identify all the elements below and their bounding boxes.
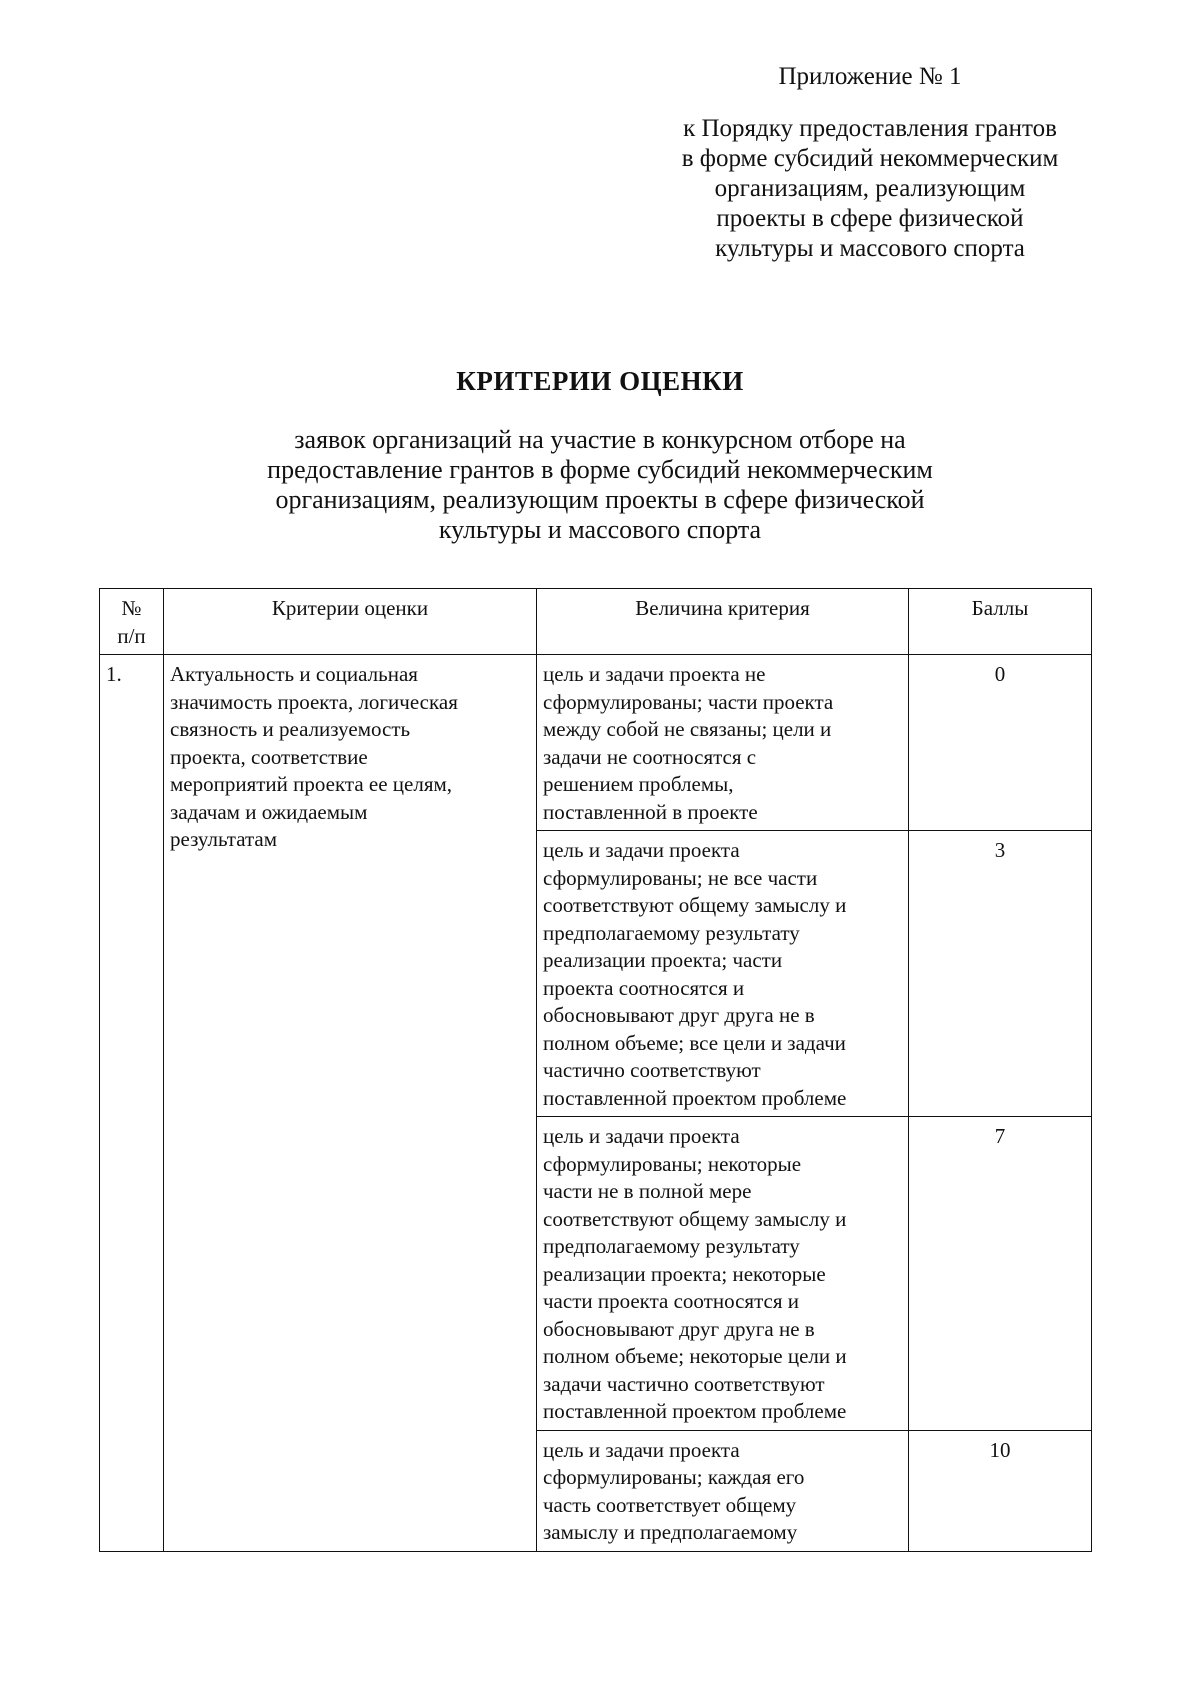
subtitle-line: организациям, реализующим проекты в сфере физической <box>275 485 925 514</box>
criterion-line: мероприятий проекта ее целям, <box>170 772 453 796</box>
value-cell <box>537 1430 909 1551</box>
value-line: проекта соотносятся и <box>543 975 745 1000</box>
value-line: замыслу и предполагаемому <box>543 1520 798 1544</box>
subtitle-line: предоставление грантов в форме субсидий некоммерческим <box>267 455 933 484</box>
header-score: Баллы <box>909 589 1092 655</box>
value-line: задачи не соотносятся с <box>543 744 757 769</box>
value-line: части проекта соотносятся и <box>543 1289 799 1313</box>
value-cell <box>537 655 909 831</box>
subtitle-line: культуры и массового спорта <box>438 515 762 544</box>
value-cell <box>537 831 909 1117</box>
value-line: предполагаемому результату <box>543 920 800 945</box>
header-num-line2: п/п <box>117 623 146 648</box>
header-value: Величина критерия <box>537 589 909 655</box>
score-cell: 3 <box>909 831 1092 1117</box>
value-line: задачи частично соответствуют <box>543 1371 825 1396</box>
value-line: цель и задачи проекта <box>543 1124 740 1148</box>
value-line: соответствуют общему замыслу и <box>543 893 847 917</box>
appendix-block <box>640 62 1100 264</box>
value-line: цель и задачи проекта <box>543 838 740 862</box>
value-line: между собой не связаны; цели и <box>543 717 832 741</box>
appendix-line: к Порядку предоставления грантов <box>683 115 1057 142</box>
value-line: соответствуют общему замыслу и <box>543 1206 847 1231</box>
score-cell: 0 <box>909 655 1092 831</box>
value-line: поставленной проектом проблеме <box>543 1085 847 1110</box>
criterion-line: проекта, соответствие <box>170 744 368 769</box>
value-line: обосновывают друг друга не в <box>543 1003 815 1027</box>
criterion-cell <box>164 655 537 1552</box>
score-cell: 10 <box>909 1430 1092 1551</box>
appendix-line: организациям, реализующим <box>714 175 1026 202</box>
document-title: КРИТЕРИИ ОЦЕНКИ <box>456 366 744 396</box>
table-row <box>100 655 1092 831</box>
value-line: части не в полной мере <box>543 1179 752 1203</box>
criterion-line: связность и реализуемость <box>170 717 411 741</box>
appendix-line: проекты в сфере физической <box>716 205 1024 232</box>
value-line: поставленной проектом проблеме <box>543 1399 847 1423</box>
header-criterion: Критерии оценки <box>164 589 537 655</box>
value-cell <box>537 1117 909 1431</box>
value-line: предполагаемому результату <box>543 1234 800 1258</box>
value-line: цель и задачи проекта <box>543 1437 740 1462</box>
criterion-line: значимость проекта, логическая <box>170 689 458 714</box>
table-header-row <box>100 589 1092 655</box>
value-line: частично соответствуют <box>543 1058 761 1082</box>
criteria-table <box>99 588 1092 1552</box>
value-line: сформулированы; некоторые <box>543 1151 802 1176</box>
header-num <box>100 589 164 655</box>
value-line: сформулированы; части проекта <box>543 689 834 714</box>
value-line: полном объеме; некоторые цели и <box>543 1344 847 1368</box>
header-num-line1: № <box>121 596 142 620</box>
value-line: цель и задачи проекта не <box>543 662 766 686</box>
score-cell: 7 <box>909 1117 1092 1431</box>
criterion-line: задачам и ожидаемым <box>170 799 368 824</box>
appendix-line: в форме субсидий некоммерческим <box>681 145 1059 172</box>
value-line: обосновывают друг друга не в <box>543 1316 815 1341</box>
appendix-title: Приложение № 1 <box>778 63 962 90</box>
value-line: часть соответствует общему <box>543 1492 797 1517</box>
value-line: поставленной в проекте <box>543 799 758 824</box>
criterion-line: Актуальность и социальная <box>170 662 418 686</box>
criterion-line: результатам <box>170 827 278 851</box>
appendix-line: культуры и массового спорта <box>715 235 1025 262</box>
row-number: 1. <box>100 655 164 1552</box>
value-line: реализации проекта; некоторые <box>543 1261 826 1286</box>
value-line: сформулированы; не все части <box>543 865 818 890</box>
subtitle-line: заявок организаций на участие в конкурсном отборе на <box>294 425 906 454</box>
value-line: решением проблемы, <box>543 772 734 796</box>
value-line: полном объеме; все цели и задачи <box>543 1030 846 1055</box>
document-subtitle <box>200 425 1000 545</box>
value-line: реализации проекта; части <box>543 948 783 972</box>
value-line: сформулированы; каждая его <box>543 1465 805 1489</box>
